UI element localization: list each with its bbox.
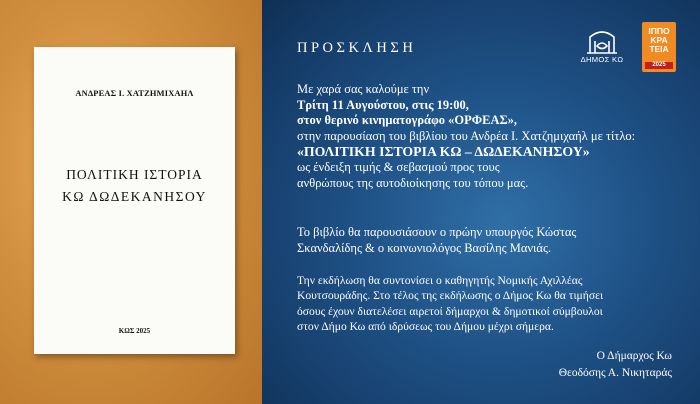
text-line: Σκανδαλίδης & ο κοινωνιολόγος Βασίλης Μανιάς. (297, 240, 552, 255)
text-line: Με χαρά σας καλούμε την (297, 82, 430, 96)
text-line: όσους έχουν διατελέσει αιρετοί δήμαρχοι & δημοτικοί σύμβουλοι (297, 304, 603, 318)
ippokrateia-line1: ΙΠΠΟ (648, 26, 670, 36)
municipality-logo-icon (579, 23, 625, 73)
signature-role: Ο Δήμαρχος Κω (596, 350, 672, 362)
book-title-line2: ΚΩ ΔΩΔΕΚΑΝΗΣΟΥ (62, 189, 207, 204)
ippokrateia-line2: ΚΡΑ (650, 35, 668, 45)
event-date: Τρίτη 11 Αυγούστου, στις 19:00, (297, 97, 469, 112)
text-line: Την εκδήλωση θα συντονίσει ο καθηγητής Νομικής Αχιλλέας (297, 274, 583, 287)
ippokrateia-line3: ΤΕΙΑ (649, 44, 669, 54)
book-year: ΚΩΣ 2025 (118, 327, 151, 335)
book-cover (34, 47, 235, 354)
text-line: ως ένδειξη τιμής & σεβασμού προς τους (297, 159, 500, 174)
ippokrateia-year: 2025 (645, 62, 673, 69)
text-line: στην παρουσίαση του βιβλίου του Ανδρέα Ι. Χατζημιχαήλ με τίτλο: (297, 128, 636, 143)
signature-name: Θεοδόσης Α. Νικηταράς (558, 367, 672, 379)
municipality-logo-text: ΔΗΜΟΣ ΚΩ (580, 55, 624, 64)
book-title-quote: «ΠΟΛΙΤΙΚΗ ΙΣΤΟΡΙΑ ΚΩ – ΔΩΔΕΚΑΝΗΣΟΥ» (297, 144, 590, 160)
text-line: Το βιβλίο θα παρουσιάσουν ο πρώην υπουργός Κώστας (297, 225, 577, 239)
book-title-line1: ΠΟΛΙΤΙΚΗ ΙΣΤΟΡΙΑ (66, 167, 203, 182)
invitation-paragraph-2 (297, 225, 576, 256)
right-panel (262, 0, 700, 404)
event-venue: στον θερινό κινηματογράφο «ΟΡΦΕΑΣ», (297, 113, 518, 128)
text-line: Κουτσουράδης. Στο τέλος της εκδήλωσης ο Δήμος Κω θα τιμήσει (297, 289, 604, 303)
ippokrateia-logo (642, 22, 676, 72)
text-line: στον Δήμο Κω από ιδρύσεως του Δήμου μέχρι σήμερα. (297, 319, 554, 333)
book-author: ΑΝΔΡΕΑΣ Ι. ΧΑΤΖΗΜΙΧΑΗΛ (75, 89, 194, 98)
text-line: ανθρώπους της αυτοδιοίκησης του τόπου μας. (297, 175, 529, 190)
invitation-heading: ΠΡΟΣΚΛΗΣΗ (297, 40, 417, 56)
left-panel (0, 0, 262, 404)
invitation-paragraph-1 (297, 82, 635, 191)
invitation-paragraph-3 (297, 273, 603, 334)
